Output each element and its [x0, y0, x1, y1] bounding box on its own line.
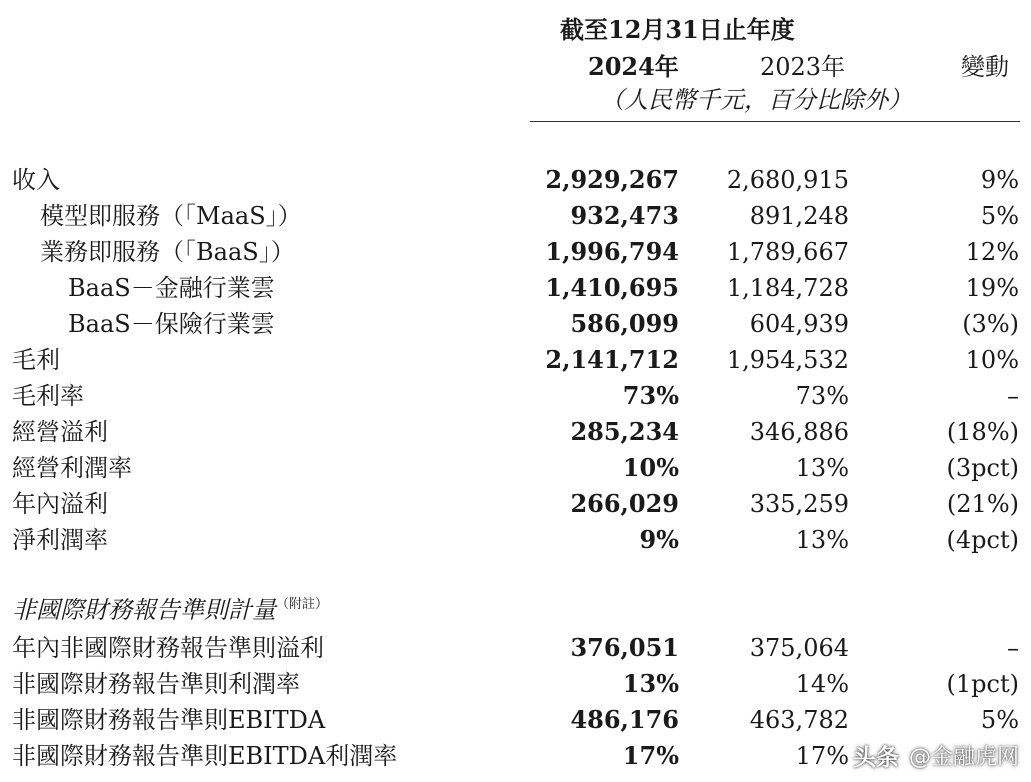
row-label: 經營溢利 — [12, 418, 108, 446]
table-row — [0, 450, 1031, 486]
table-row — [0, 342, 1031, 378]
table-row — [0, 234, 1031, 270]
value-change: (3pct) — [946, 454, 1019, 482]
table-row — [0, 486, 1031, 522]
value-2024: 932,473 — [570, 201, 679, 230]
value-2024: 17% — [622, 741, 679, 770]
column-header-change: 變動 — [961, 53, 1009, 81]
value-2024: 376,051 — [570, 633, 679, 662]
value-2023: 1,789,667 — [726, 238, 849, 266]
value-2024: 13% — [622, 669, 679, 698]
watermark — [853, 740, 1019, 770]
value-2023: 17% — [795, 742, 849, 770]
value-change: 19% — [965, 274, 1019, 302]
value-2023: 73% — [795, 382, 849, 410]
value-change: (3%) — [962, 310, 1019, 338]
section-title-text: 非國際財務報告準則計量 — [12, 596, 276, 624]
value-2024: 2,929,267 — [545, 165, 679, 194]
table-row — [0, 306, 1031, 342]
value-2023: 335,259 — [749, 490, 849, 518]
value-2023: 346,886 — [749, 418, 849, 446]
row-label: 業務即服務（「BaaS」） — [40, 238, 295, 266]
value-change: 5% — [980, 706, 1019, 734]
period-title: 截至12月31日止年度 — [560, 15, 795, 44]
value-change: – — [1007, 634, 1019, 662]
value-2023: 463,782 — [749, 706, 849, 734]
table-row — [0, 414, 1031, 450]
value-change: (18%) — [946, 418, 1019, 446]
table-row — [0, 198, 1031, 234]
value-change: (4pct) — [946, 526, 1019, 554]
row-label: 非國際財務報告準則EBITDA — [12, 706, 326, 734]
column-header-2023: 2023年 — [760, 53, 846, 81]
row-label: 毛利 — [12, 346, 60, 374]
value-2024: 1,996,794 — [545, 237, 679, 266]
value-2023: 13% — [795, 526, 849, 554]
row-label: BaaS－保險行業雲 — [68, 310, 275, 338]
table-row — [0, 702, 1031, 738]
value-change: 9% — [980, 166, 1019, 194]
value-2023: 14% — [795, 670, 849, 698]
value-2023: 2,680,915 — [726, 166, 849, 194]
footnote-marker: （附註） — [276, 597, 329, 612]
row-label: 非國際財務報告準則利潤率 — [12, 670, 300, 698]
value-2023: 1,954,532 — [726, 346, 849, 374]
table-row — [0, 630, 1031, 666]
value-2023: 1,184,728 — [726, 274, 849, 302]
value-2023: 13% — [795, 454, 849, 482]
section-title — [12, 590, 328, 625]
row-label: 淨利潤率 — [12, 526, 108, 554]
value-change: 12% — [965, 238, 1019, 266]
value-2023: 891,248 — [749, 202, 849, 230]
value-2024: 10% — [622, 453, 679, 482]
value-change: (1pct) — [946, 670, 1019, 698]
value-change: (21%) — [946, 490, 1019, 518]
row-label: 模型即服務（「MaaS」） — [40, 202, 302, 230]
value-2024: 586,099 — [570, 309, 679, 338]
value-2024: 266,029 — [570, 489, 679, 518]
value-2024: 285,234 — [570, 417, 679, 446]
table-row — [0, 378, 1031, 414]
row-label: BaaS－金融行業雲 — [68, 274, 275, 302]
value-2024: 1,410,695 — [545, 273, 679, 302]
table-row — [0, 270, 1031, 306]
table-row — [0, 522, 1031, 558]
row-label: 毛利率 — [12, 382, 84, 410]
value-change: 10% — [965, 346, 1019, 374]
value-2024: 486,176 — [570, 705, 679, 734]
header-divider — [530, 121, 1020, 122]
table-row — [0, 162, 1031, 198]
table-row — [0, 666, 1031, 702]
value-2024: 73% — [622, 381, 679, 410]
value-2023: 604,939 — [749, 310, 849, 338]
column-header-2024: 2024年 — [588, 52, 679, 81]
watermark-logo: 头条 — [852, 744, 899, 771]
watermark-text: @金融虎网 — [908, 744, 1019, 770]
row-label: 經營利潤率 — [12, 454, 132, 482]
row-label: 年內非國際財務報告準則溢利 — [12, 634, 324, 662]
value-change: – — [1007, 382, 1019, 410]
row-label: 年內溢利 — [12, 490, 108, 518]
value-2024: 9% — [639, 525, 679, 554]
row-label: 非國際財務報告準則EBITDA利潤率 — [12, 742, 398, 770]
value-2023: 375,064 — [749, 634, 849, 662]
value-2024: 2,141,712 — [545, 345, 679, 374]
row-label: 收入 — [12, 166, 60, 194]
value-change: 5% — [980, 202, 1019, 230]
unit-note: （人民幣千元，百分比除外） — [600, 86, 912, 114]
